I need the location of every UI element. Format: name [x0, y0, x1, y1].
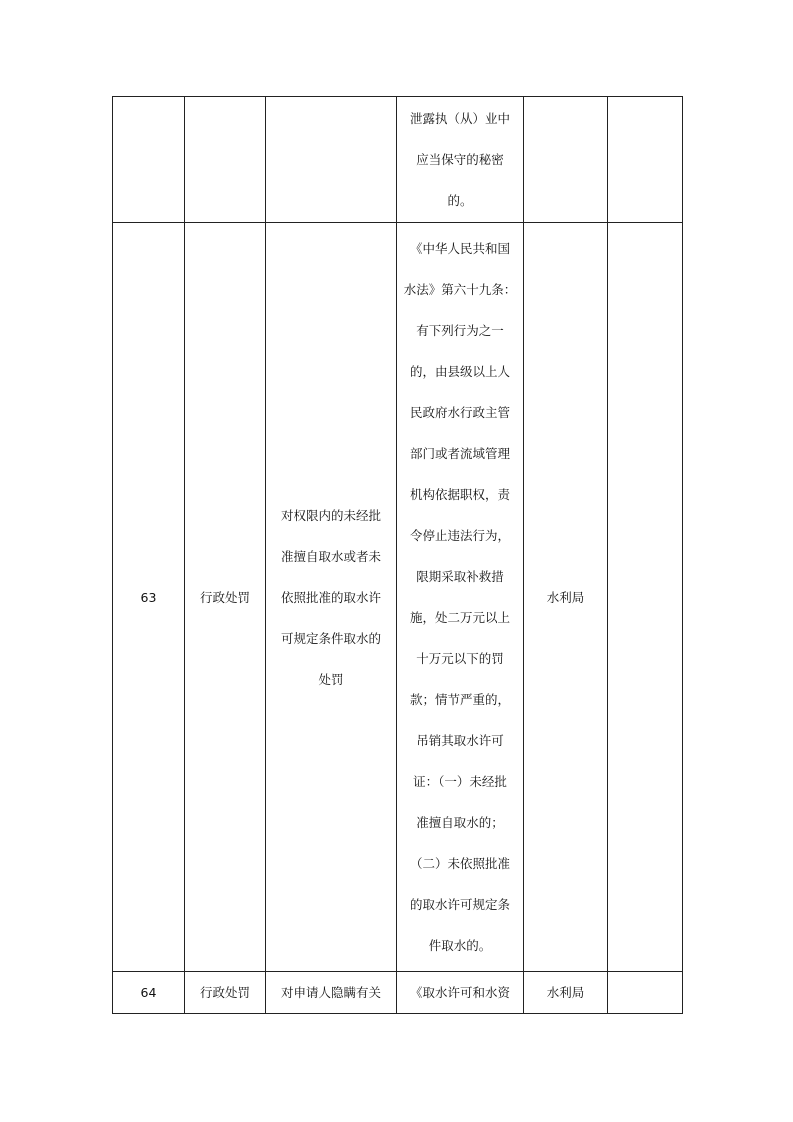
legal-basis-line: （二）未依照批准 [409, 856, 510, 871]
table-row [113, 223, 683, 972]
legal-basis-line: 机构依据职权，责 [409, 487, 510, 502]
legal-basis-line: 款；情节严重的， [409, 692, 510, 707]
table-row [113, 97, 683, 223]
legal-basis-line: 水法》第六十九条： [403, 282, 517, 297]
department-cell: 水利局 [524, 223, 608, 972]
note-cell [608, 97, 683, 223]
legal-basis-line: 泄露执（从）业中 [409, 111, 510, 126]
legal-basis-line: 的，由县级以上人 [409, 364, 510, 379]
power-item-line: 准擅自取水或者未 [280, 548, 381, 564]
legal-basis-line: 吊销其取水许可 [416, 733, 504, 748]
power-item-cell [266, 97, 397, 223]
note-cell [608, 223, 683, 972]
power-item-line: 可规定条件取水的 [280, 630, 381, 646]
department-cell: 水利局 [524, 972, 608, 1014]
legal-basis-line: 令停止违法行为， [409, 528, 510, 543]
power-item-line: 依照批准的取水许 [280, 589, 381, 605]
legal-basis-cell [397, 97, 524, 223]
department-cell [524, 97, 608, 223]
legal-basis-line: 的。 [447, 193, 473, 208]
legal-basis-line: 件取水的。 [428, 938, 492, 953]
power-item-cell [266, 223, 397, 972]
legal-basis-cell [397, 223, 524, 972]
power-list-table [112, 96, 683, 1014]
legal-basis-line: 《中华人民共和国 [409, 241, 510, 256]
legal-basis-line: 证：（一）未经批 [413, 774, 507, 789]
legal-basis-line: 部门或者流域管理 [409, 446, 510, 461]
row-number-cell: 63 [113, 223, 185, 972]
power-item-line: 对申请人隐瞒有关 [280, 985, 381, 1000]
row-number-cell [113, 97, 185, 223]
table-row [113, 972, 683, 1014]
power-item-line: 对权限内的未经批 [280, 507, 381, 523]
legal-basis-line: 准擅自取水的； [416, 815, 504, 830]
row-number-cell: 64 [113, 972, 185, 1014]
legal-basis-line: 施，处二万元以上 [409, 610, 510, 625]
legal-basis-line: 应当保守的秘密 [416, 152, 504, 167]
power-item-cell [266, 972, 397, 1014]
legal-basis-cell [397, 972, 524, 1014]
legal-basis-line: 的取水许可规定条 [409, 897, 510, 912]
legal-basis-line: 有下列行为之一 [416, 323, 504, 338]
legal-basis-line: 民政府水行政主管 [409, 405, 510, 420]
legal-basis-line: 十万元以下的罚 [416, 651, 504, 666]
note-cell [608, 972, 683, 1014]
power-type-cell [185, 97, 266, 223]
power-type-cell: 行政处罚 [185, 972, 266, 1014]
power-type-cell: 行政处罚 [185, 223, 266, 972]
legal-basis-line: 限期采取补救措 [416, 569, 504, 584]
legal-basis-line: 《取水许可和水资 [409, 985, 510, 1000]
power-item-line: 处罚 [318, 671, 344, 687]
